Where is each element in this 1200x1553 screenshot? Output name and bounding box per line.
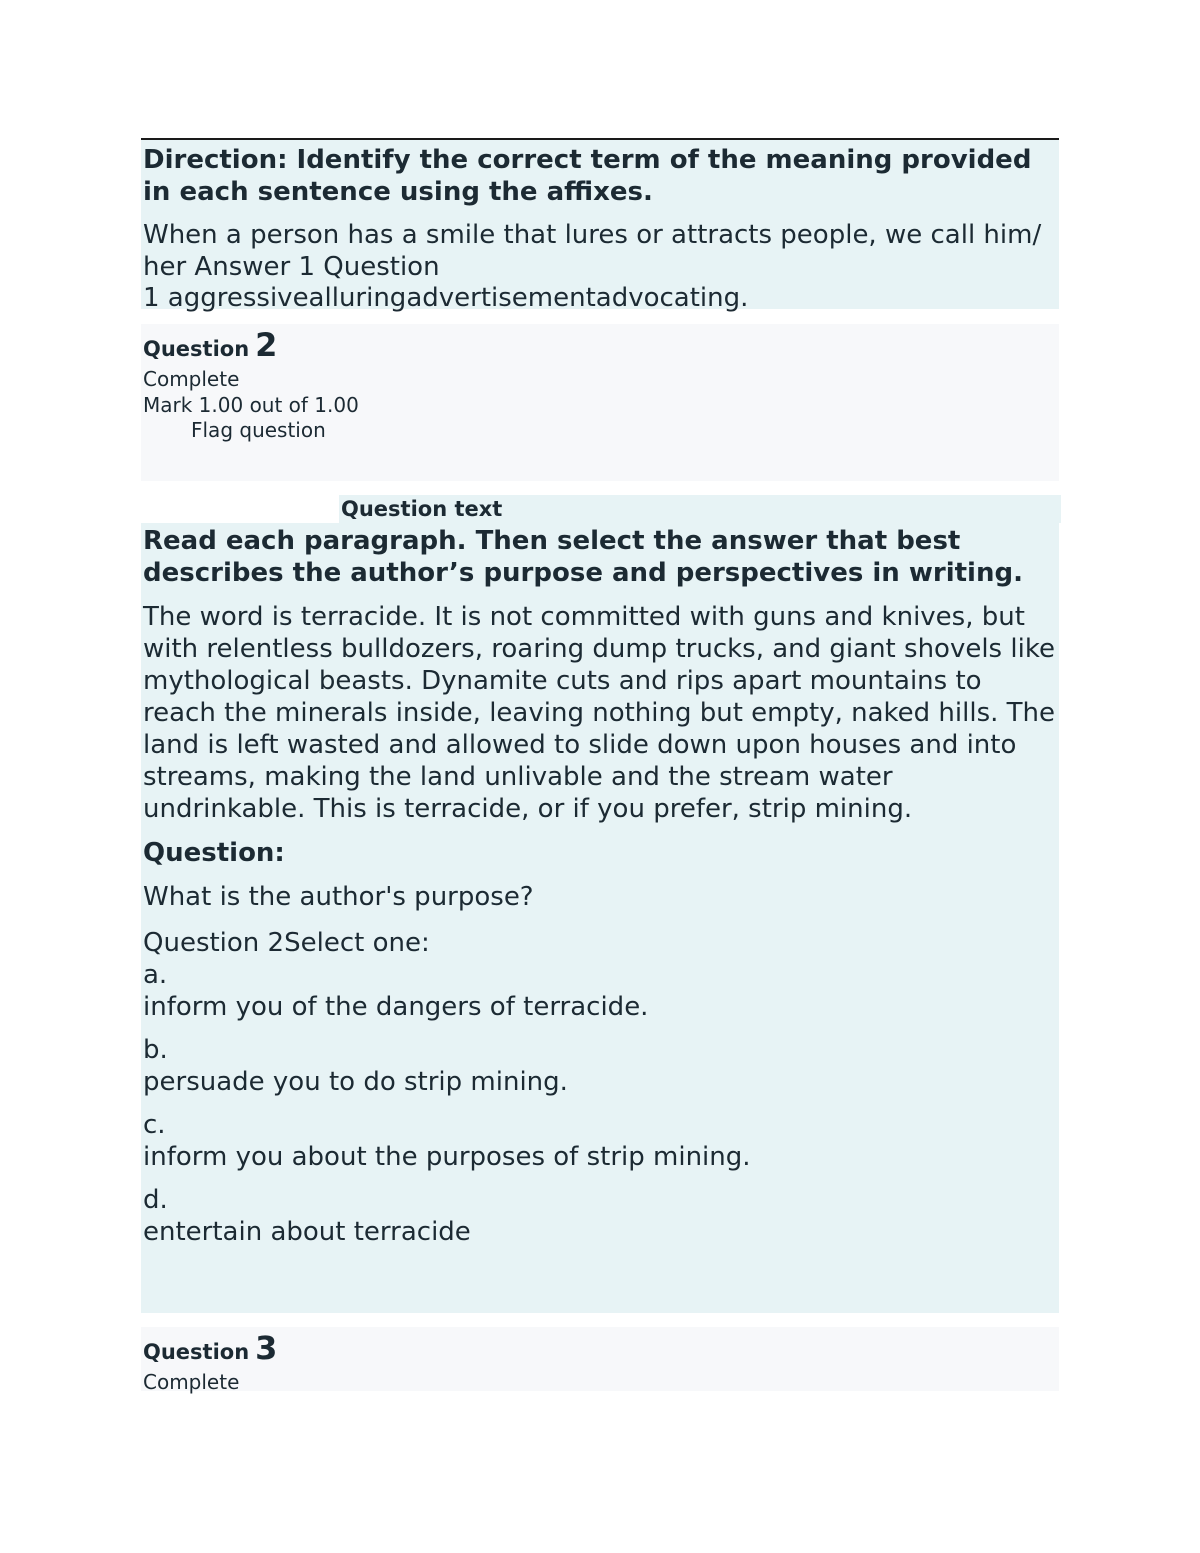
- question-number: 2: [255, 326, 278, 364]
- question-2-content: [141, 523, 1059, 1313]
- question-state: Complete: [143, 367, 240, 391]
- option-letter: a.: [143, 960, 168, 990]
- question-3-info: [141, 1327, 1059, 1394]
- answer-options: [143, 959, 1057, 1248]
- option-text: inform you of the dangers of terracide.: [143, 992, 649, 1022]
- answer-option-a[interactable]: [143, 959, 1057, 1023]
- question-2-heading: [143, 326, 1057, 367]
- option-text: persuade you to do strip mining.: [143, 1067, 568, 1097]
- question-number: 3: [255, 1329, 278, 1367]
- option-text: inform you about the purposes of strip mining.: [143, 1142, 751, 1172]
- answer-option-b[interactable]: [143, 1034, 1057, 1098]
- question-label: Question: [143, 1340, 250, 1364]
- answer-option-c[interactable]: [143, 1109, 1057, 1173]
- question-text-label-row: [141, 495, 1059, 523]
- option-letter: b.: [143, 1035, 168, 1065]
- question-2-instruction: Read each paragraph. Then select the answer that best describes the author’s purpose and perspectives in writing.: [143, 526, 1023, 588]
- option-text: entertain about terracide: [143, 1217, 471, 1247]
- question-1-prompt: When a person has a smile that lures or attracts people, we call him/ her Answer 1 Question: [143, 220, 1042, 282]
- question-heading: Question:: [143, 838, 285, 868]
- flag-question-link[interactable]: Flag question: [191, 418, 326, 442]
- quiz-review-page: [141, 138, 1059, 1394]
- question-text-label: Question text: [339, 495, 1061, 523]
- reading-paragraph: The word is terracide. It is not committed with guns and knives, but with relentless bulldozers, roaring dump trucks, and giant shovels like mythological beasts. Dynamite cuts and rips apart mountains to reach the minerals inside, leaving nothing but empty, naked hills. The land is left wasted and allowed to slide down upon houses and into streams, making the land unlivable and the stream water undrinkable. This is terracide, or if you prefer, strip mining.: [143, 602, 1056, 824]
- question-3-heading: [143, 1329, 1057, 1370]
- answer-option-d[interactable]: [143, 1184, 1057, 1248]
- select-one-label: Question 2Select one:: [143, 928, 430, 958]
- direction-text: Direction: Identify the correct term of the meaning provided in each sentence using the affixes.: [143, 145, 1032, 207]
- question-grade: Mark 1.00 out of 1.00: [143, 392, 359, 417]
- question-state: Complete: [143, 1370, 240, 1394]
- question-1-content: [141, 140, 1059, 313]
- question-2-info: [141, 324, 1059, 481]
- question-1-sentence: [143, 220, 1057, 315]
- question-label: Question: [143, 337, 250, 361]
- option-letter: d.: [143, 1185, 168, 1215]
- question-1-answer-choices[interactable]: 1 aggressivealluringadvertisementadvocating.: [143, 283, 749, 313]
- option-letter: c.: [143, 1110, 166, 1140]
- question-prompt: What is the author's purpose?: [143, 882, 534, 912]
